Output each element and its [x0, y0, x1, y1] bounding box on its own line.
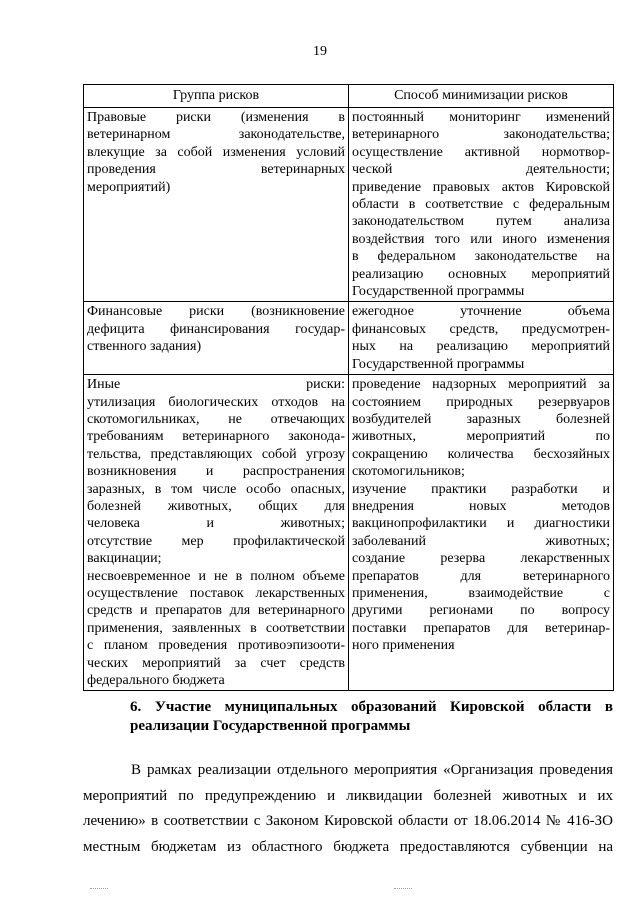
- cell-line: Государственной программы: [352, 356, 525, 372]
- risk-table: [83, 84, 614, 691]
- cell-line: финансовых средств, предусмотрен-: [352, 321, 610, 337]
- cell-line: заболеваний животных;: [352, 533, 610, 549]
- cell-line: возбудителей заразных болезней: [352, 411, 610, 427]
- cell-line: человека и животных;: [87, 516, 345, 532]
- cell-line: ежегодное уточнение объема: [352, 304, 610, 320]
- risk-group-cell: [84, 375, 349, 691]
- section-heading-line: реализации Государственной программы: [130, 718, 411, 734]
- cell-line: в федеральном законодательстве на: [352, 249, 610, 265]
- risk-group-cell: [84, 302, 349, 375]
- cell-line: реализацию основных мероприятий: [352, 266, 610, 282]
- page-number: 19: [313, 44, 327, 59]
- risk-method-cell: [349, 302, 614, 375]
- cell-line: мероприятий): [87, 179, 171, 195]
- cell-line: Государственной программы: [352, 284, 525, 300]
- paragraph-line: мероприятий по предупреждению и ликвидации болезней животных и их: [83, 787, 613, 804]
- paragraph-line: лечению» в соответствии с Законом Кировской области от 18.06.2014 № 416-ЗО: [83, 813, 613, 829]
- cell-line: осуществление активной нормотвор-: [352, 144, 610, 160]
- table-row: [84, 108, 614, 302]
- cell-line: ного применения: [352, 638, 455, 654]
- cell-line: ческих мероприятий за счет средств: [87, 655, 345, 671]
- cell-line: отсутствие мер профилактической: [87, 533, 345, 549]
- cell-line: внедрения новых методов: [352, 498, 610, 514]
- cell-line: законодательством путем анализа: [352, 214, 610, 230]
- cell-line: болезней животных, общих для: [87, 498, 345, 514]
- cell-line: Финансовые риски (возникновение: [87, 304, 345, 320]
- cell-line: ческой деятельности;: [352, 162, 610, 178]
- header-minimization-method: Способ минимизации рисков: [349, 85, 614, 108]
- cell-line: ных на реализацию мероприятий: [352, 339, 610, 355]
- scan-mark: [394, 888, 412, 889]
- cell-line: влекущие за собой изменения условий: [87, 144, 345, 160]
- cell-line: Иные риски:: [87, 377, 345, 393]
- cell-line: животных, мероприятий по: [352, 429, 610, 445]
- cell-line: возникновения и распространения: [87, 464, 345, 480]
- table-row: [84, 375, 614, 691]
- cell-line: проведения ветеринарных: [87, 162, 345, 178]
- section-heading: [130, 698, 613, 736]
- header-risk-group: Группа рисков: [84, 85, 349, 108]
- cell-line: создание резерва лекарственных: [352, 551, 610, 567]
- cell-line: Правовые риски (изменения в: [87, 110, 345, 125]
- cell-line: воздействия того или иного изменения: [352, 231, 610, 247]
- cell-line: скотомогильников;: [352, 464, 465, 480]
- cell-line: несвоевременное и не в полном объеме: [87, 568, 345, 584]
- cell-line: ственного задания): [87, 339, 202, 355]
- cell-line: постоянный мониторинг изменений: [352, 110, 610, 125]
- cell-line: приведение правовых актов Кировской: [352, 179, 610, 195]
- cell-line: федерального бюджета: [87, 673, 225, 688]
- table-header-row: [84, 85, 614, 108]
- risk-method-cell: [349, 375, 614, 691]
- cell-line: области в соответствие с федеральным: [352, 197, 610, 213]
- cell-line: с планом проведения противоэпизооти-: [87, 638, 345, 654]
- risk-group-cell: [84, 108, 349, 302]
- cell-line: скотомогильниках, не отвечающих: [87, 411, 345, 427]
- cell-line: изучение практики разработки и: [352, 481, 610, 497]
- cell-line: средств и препаратов для ветеринарного: [87, 603, 345, 619]
- cell-line: применения, взаимодействие с: [352, 585, 610, 601]
- cell-line: утилизация биологических отходов на: [87, 394, 345, 410]
- cell-line: препаратов для ветеринарного: [352, 568, 610, 584]
- cell-line: ветеринарном законодательстве,: [87, 127, 345, 143]
- cell-line: другими регионами по вопросу: [352, 603, 610, 619]
- cell-line: заразных, в том числе особо опасных,: [87, 481, 345, 497]
- cell-line: применения, заявленных в соответствии: [87, 620, 345, 636]
- table-row: [84, 302, 614, 375]
- cell-line: ветеринарного законодательства;: [352, 127, 610, 143]
- paragraph-line: В рамках реализации отдельного мероприятия «Организация проведения: [131, 762, 613, 778]
- cell-line: требованиям ветеринарного законода-: [87, 429, 345, 445]
- cell-line: осуществление поставок лекарственных: [87, 585, 345, 601]
- section-heading-line: 6. Участие муниципальных образований Кировской области в: [130, 699, 613, 715]
- cell-line: сокращению количества бесхозяйных: [352, 446, 610, 462]
- cell-line: поставки препаратов для ветеринар-: [352, 620, 610, 636]
- risk-method-cell: [349, 108, 614, 302]
- cell-line: тельства, представляющих собой угрозу: [87, 446, 345, 462]
- cell-line: вакцинопрофилактики и диагностики: [352, 516, 610, 532]
- paragraph-line: местным бюджетам из областного бюджета предоставляются субвенции на: [83, 838, 613, 855]
- cell-line: проведение надзорных мероприятий за: [352, 377, 610, 393]
- cell-line: дефицита финансирования государ-: [87, 321, 345, 337]
- scan-mark: [90, 888, 108, 889]
- cell-line: вакцинации;: [87, 551, 162, 567]
- cell-line: состоянием природных резервуаров: [352, 394, 610, 410]
- body-paragraph: [83, 758, 613, 860]
- footer-marks: [0, 888, 640, 894]
